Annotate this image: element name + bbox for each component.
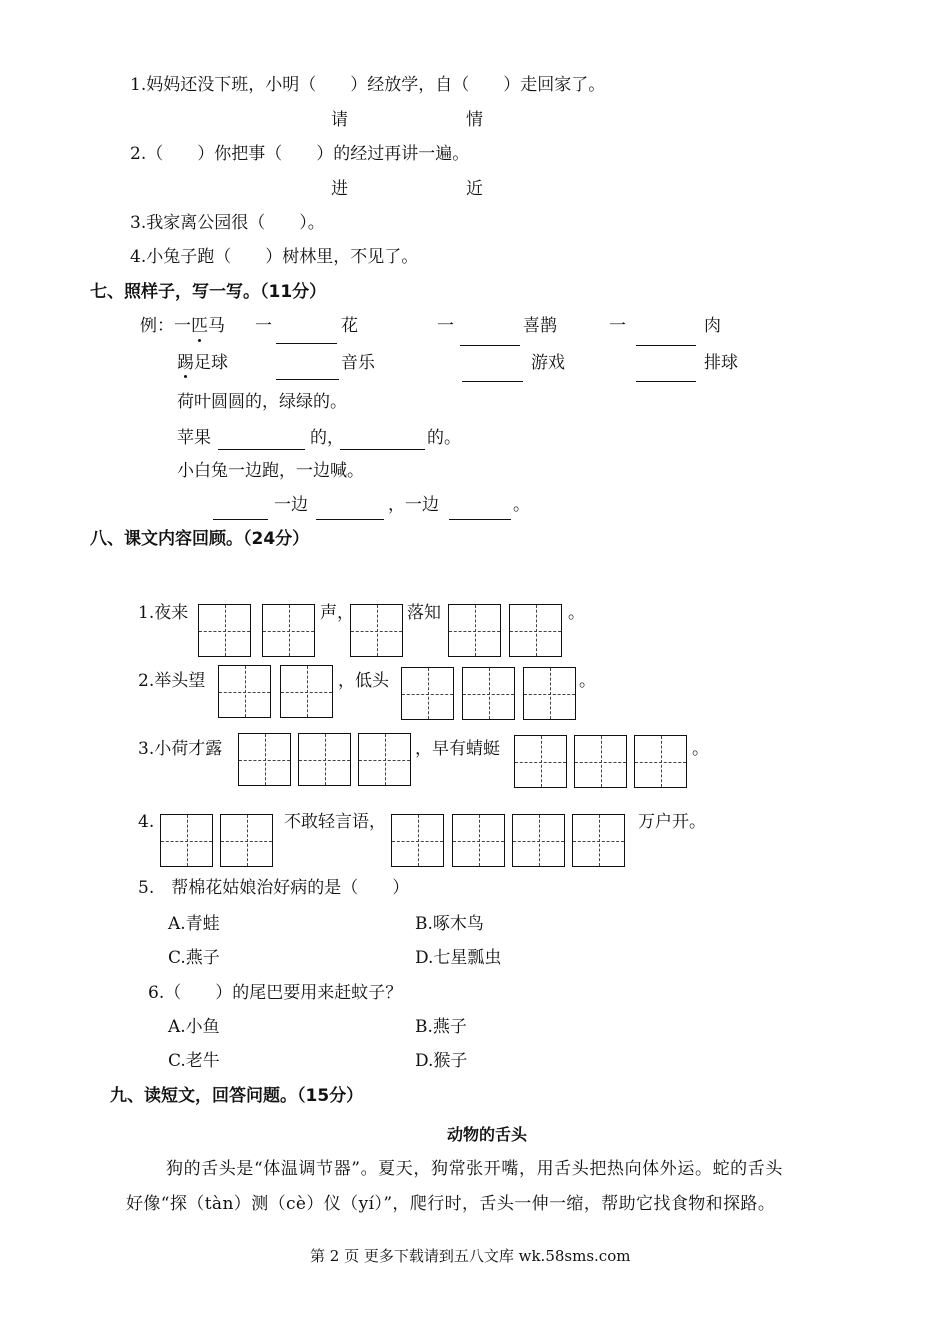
section-9-heading: 九、读短文，回答问题。（15分）	[110, 1086, 364, 1106]
example-prefix: 例：一匹马	[140, 316, 225, 336]
poem-3-end: 。	[692, 739, 709, 759]
writing-box[interactable]	[280, 665, 333, 718]
writing-box[interactable]	[514, 735, 567, 788]
poem-3-mid: ，早有蜻蜓	[415, 739, 500, 759]
measure-yi-1: 一	[255, 316, 272, 336]
writing-box[interactable]	[452, 814, 505, 867]
writing-box[interactable]	[448, 604, 501, 657]
section-7-heading: 七、照样子，写一写。（11分）	[90, 282, 327, 302]
word-yinyue: 音乐	[341, 353, 375, 373]
writing-box[interactable]	[350, 604, 403, 657]
emphasis-dot	[184, 375, 187, 378]
measure-yi-2: 一	[437, 316, 454, 336]
writing-box[interactable]	[512, 814, 565, 867]
article-title: 动物的舌头	[447, 1125, 528, 1144]
article-paragraph-line-2: 好像“探（tàn）测（cè）仪（yí）”，爬行时，舌头一伸一缩，帮助它找食物和探路。	[126, 1194, 776, 1214]
option-6b[interactable]: B.燕子	[415, 1017, 467, 1037]
writing-box[interactable]	[198, 604, 251, 657]
option-6d[interactable]: D.猴子	[415, 1051, 468, 1071]
poem-3-start: 3.小荷才露	[138, 739, 223, 759]
de-1: 的，	[310, 428, 344, 448]
option-6c[interactable]: C.老牛	[168, 1051, 220, 1071]
example-sentence-1: 荷叶圆圆的，绿绿的。	[177, 392, 347, 412]
poem-4-end: 万户开。	[638, 812, 706, 832]
question-8-5: 5. 帮棉花姑娘治好病的是（ ）	[138, 878, 410, 898]
word-paiqiu: 排球	[704, 353, 738, 373]
blank-action-2[interactable]	[449, 519, 511, 520]
poem-1-mid2: 落知	[407, 603, 441, 623]
blank-apple-2[interactable]	[340, 449, 425, 450]
writing-box[interactable]	[634, 735, 687, 788]
yibian-1: 一边	[274, 495, 308, 515]
writing-box[interactable]	[509, 604, 562, 657]
writing-box[interactable]	[238, 733, 291, 786]
writing-box[interactable]	[574, 735, 627, 788]
poem-1-end: 。	[568, 603, 585, 623]
option-6a[interactable]: A.小鱼	[168, 1017, 220, 1037]
blank-verb-youxi[interactable]	[462, 381, 523, 382]
blank-action-1[interactable]	[316, 519, 384, 520]
writing-box[interactable]	[391, 814, 444, 867]
blank-measure-hua[interactable]	[276, 343, 337, 344]
question-8-6: 6.（ ）的尾巴要用来赶蚊子？	[148, 983, 403, 1003]
blank-verb-paiqiu[interactable]	[636, 381, 696, 382]
blank-apple-1[interactable]	[218, 449, 305, 450]
option-5b[interactable]: B.啄木鸟	[415, 914, 484, 934]
writing-box[interactable]	[160, 814, 213, 867]
word-xique: 喜鹊	[523, 316, 557, 336]
word-choice-jin-b: 近	[466, 179, 483, 199]
writing-box[interactable]	[218, 665, 271, 718]
page-footer: 第 2 页 更多下载请到五八文库 wk.58sms.com	[310, 1247, 631, 1265]
poem-1-mid: 声，	[320, 603, 354, 623]
writing-box[interactable]	[572, 814, 625, 867]
blank-verb-yinyue[interactable]	[276, 379, 339, 380]
option-5d[interactable]: D.七星瓢虫	[415, 948, 502, 968]
writing-box[interactable]	[462, 667, 515, 720]
question-6-4: 4.小兔子跑（ ）树林里，不见了。	[130, 247, 419, 267]
question-6-3: 3.我家离公园很（ ）。	[130, 213, 325, 233]
writing-box[interactable]	[358, 733, 411, 786]
yibian-2: ，一边	[388, 495, 439, 515]
word-choice-qing-a: 请	[331, 110, 348, 130]
poem-2-end: 。	[579, 671, 596, 691]
section-8-heading: 八、课文内容回顾。（24分）	[90, 529, 310, 549]
apple-prefix: 苹果	[177, 428, 211, 448]
de-2: 的。	[427, 428, 461, 448]
example-tizuqiu: 踢足球	[177, 353, 228, 373]
word-youxi: 游戏	[531, 353, 565, 373]
example-sentence-2: 小白兔一边跑，一边喊。	[177, 461, 364, 481]
article-paragraph-line-1: 狗的舌头是“体温调节器”。夏天，狗常张开嘴，用舌头把热向体外运。蛇的舌头	[166, 1159, 783, 1179]
blank-measure-xique[interactable]	[460, 345, 520, 346]
word-rou: 肉	[704, 316, 721, 336]
word-hua: 花	[341, 316, 358, 336]
writing-box[interactable]	[523, 667, 576, 720]
writing-box[interactable]	[401, 667, 454, 720]
question-6-2: 2.（ ）你把事（ ）的经过再讲一遍。	[130, 144, 470, 164]
writing-box[interactable]	[262, 604, 315, 657]
poem-4-mid: 不敢轻言语，	[284, 812, 386, 832]
option-5c[interactable]: C.燕子	[168, 948, 220, 968]
poem-4-start: 4.	[138, 812, 155, 832]
blank-measure-rou[interactable]	[636, 345, 696, 346]
question-6-1: 1.妈妈还没下班，小明（ ）经放学，自（ ）走回家了。	[130, 75, 606, 95]
writing-box[interactable]	[220, 814, 273, 867]
emphasis-dot	[198, 339, 201, 342]
end-period: 。	[513, 495, 530, 515]
blank-subject[interactable]	[213, 519, 268, 520]
word-choice-jin-a: 进	[331, 179, 348, 199]
option-5a[interactable]: A.青蛙	[168, 914, 220, 934]
word-choice-qing-b: 情	[466, 110, 483, 130]
writing-box[interactable]	[298, 733, 351, 786]
poem-2-mid: ，低头	[338, 671, 389, 691]
measure-yi-3: 一	[609, 316, 626, 336]
poem-1-start: 1.夜来	[138, 603, 189, 623]
poem-2-start: 2.举头望	[138, 671, 206, 691]
